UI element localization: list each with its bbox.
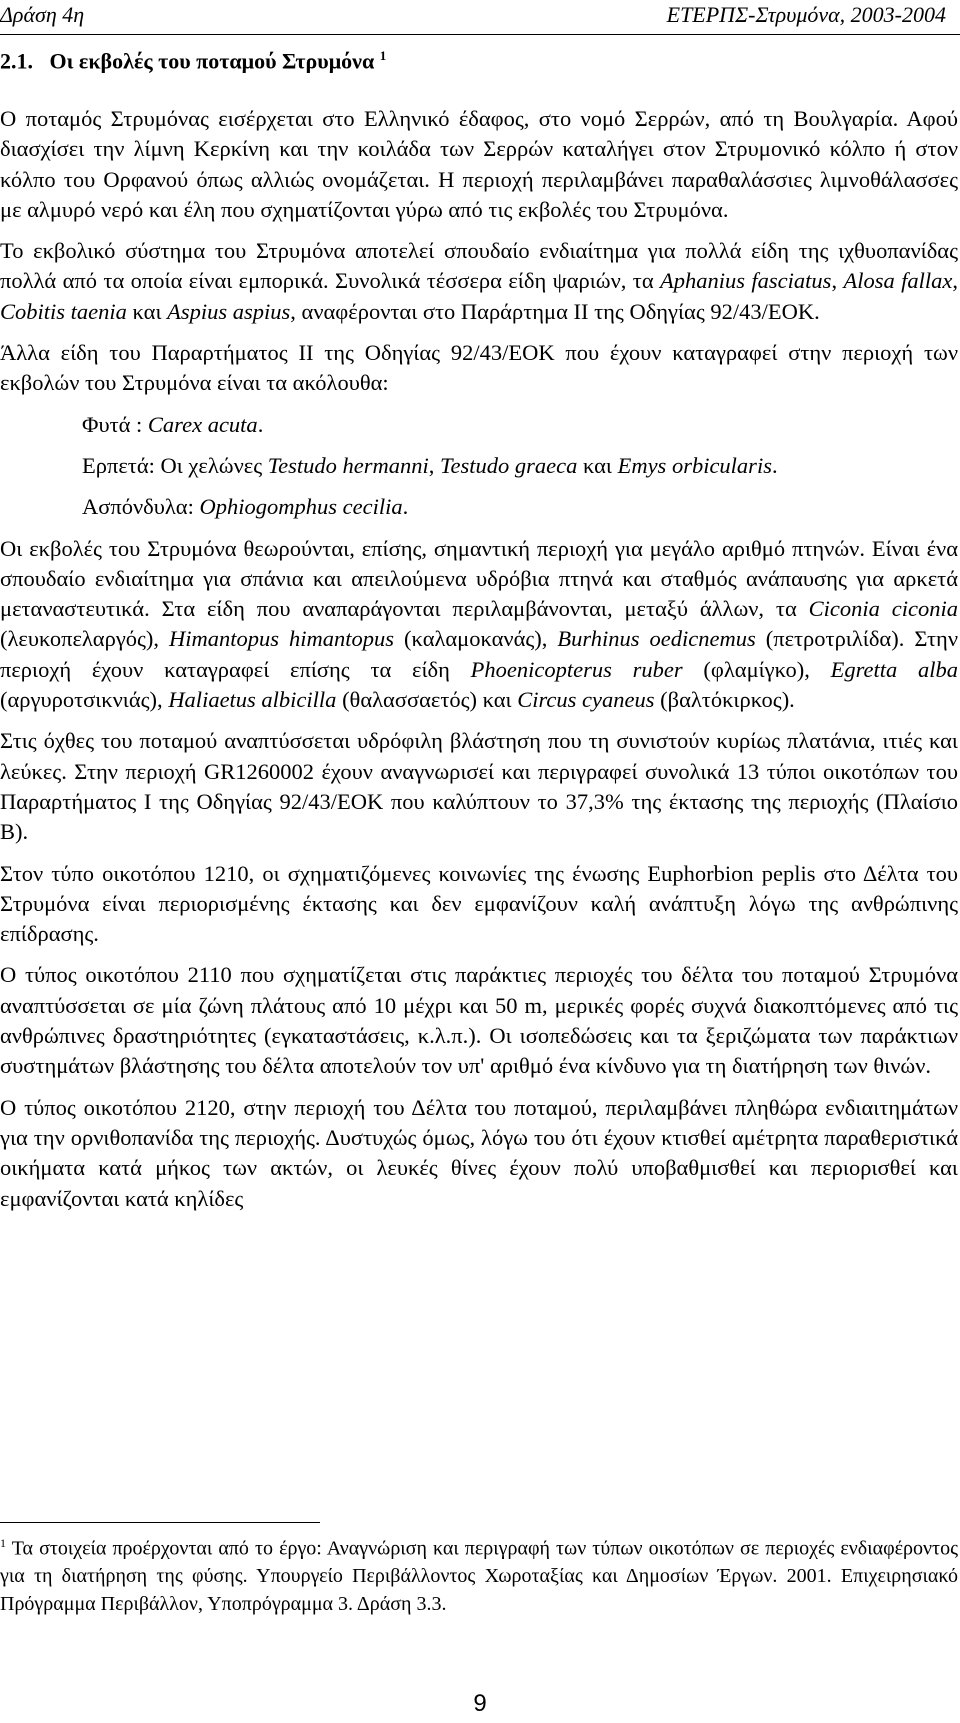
paragraph-2: Το εκβολικό σύστημα του Στρυμόνα αποτελεί σπουδαίο ενδιαίτημα για πολλά είδη της ιχθυοπανίδας πολλά από τα οποία είναι εμπορικά. Συνολικά τέσσερα είδη ψαριών, τα Aphanius fasciatus, Alosa fallax, Cobitis taenia και Aspius aspius, αναφέρονται στο Παράρτημα ΙΙ της Οδηγίας 92/43/ΕΟΚ. bbox=[0, 238, 958, 324]
section-number: 2.1. bbox=[0, 48, 33, 74]
paragraph-4: Οι εκβολές του Στρυμόνα θεωρούνται, επίσης, σημαντική περιοχή για μεγάλο αριθμό πτηνών. Είναι ένα σπουδαίο ενδιαίτημα για σπάνια και απειλούμενα υδρόβια πτηνά και σταθμός ανάπαυσης για αρκετά μεταναστευτικά. Στα είδη που αναπαράγονται περιλαμβάνονται, μεταξύ άλλων, τα Ciconia ciconia (λευκοπελαργός), Himantopus himantopus (καλαμοκανάς), Burhinus oedicnemus (πετροτριλίδα). Στην περιοχή έχουν καταγραφεί επίσης τα είδη Phoenicopterus ruber (φλαμίγκο), Egretta alba (αργυροτσικνιάς), Haliaetus albicilla (θαλασσαετός) και Circus cyaneus (βαλτόκιρκος). bbox=[0, 535, 958, 713]
species-name: Testudo hermanni bbox=[267, 452, 429, 478]
species-name: Carex acuta bbox=[147, 411, 258, 437]
paragraph-6: Στον τύπο οικοτόπου 1210, οι σχηματιζόμενες κοινωνίες της ένωσης Euphorbion peplis στο Δέλτα του Στρυμόνα είναι περιορισμένης έκτασης και δεν εμφανίζουν καλή ανάπτυξη λόγω της ανθρώπινης επίδρασης. bbox=[0, 860, 958, 947]
species-name: Ophiogomphus cecilia bbox=[199, 494, 403, 520]
species-name: Ciconia ciconia bbox=[808, 596, 958, 622]
species-name: Aspius aspius bbox=[167, 298, 291, 324]
species-name: Aphanius fasciatus bbox=[660, 268, 832, 294]
paragraph-3: Άλλα είδη του Παραρτήματος ΙΙ της Οδηγίας 92/43/ΕΟΚ που έχουν καταγραφεί στην περιοχή των εκβολών του Στρυμόνα είναι τα ακόλουθα: bbox=[0, 340, 958, 396]
page-number: 9 bbox=[473, 1690, 487, 1717]
species-name: Phoenicopterus ruber bbox=[470, 656, 683, 682]
section-title: Οι εκβολές του ποταμού Στρυμόνα bbox=[49, 48, 375, 74]
footnote-text: Τα στοιχεία προέρχονται από το έργο: Αναγνώριση και περιγραφή των τύπων οικοτόπων σε περιοχές ενδιαφέροντος για τη διατήρηση της φύσης. Υπουργείο Περιβάλλοντος Χωροταξίας και Δημοσίων Έργων. 2001. Επιχειρησιακό Πρόγραμμα Περιβάλλον, Υποπρόγραμμα 3. Δράση 3.3. bbox=[0, 1537, 958, 1615]
header-right: ΕΤΕΡΠΣ-Στρυμόνα, 2003-2004 bbox=[666, 2, 946, 27]
section-heading bbox=[0, 48, 386, 74]
species-name: Egretta alba bbox=[830, 656, 958, 682]
paragraph-5: Στις όχθες του ποταμού αναπτύσσεται υδρόφιλη βλάστηση που τη συνιστούν κυρίως πλατάνια, ιτιές και λεύκες. Στην περιοχή GR1260002 έχουν αναγνωρισεί και περιγραφεί συνολικά 13 τύποι οικοτόπων του Παραρτήματος Ι της Οδηγίας 92/43/ΕΟΚ που καλύπτουν το 37,3% της έκτασης της περιοχής (Πλαίσιο Β). bbox=[0, 728, 958, 845]
species-name: Testudo graeca bbox=[440, 452, 578, 478]
footnote-reference[interactable]: 1 bbox=[379, 48, 387, 63]
list-item-plants: Φυτά : Carex acuta. bbox=[82, 411, 264, 437]
footnote-number: 1 bbox=[0, 1536, 6, 1550]
footnote-divider bbox=[0, 1522, 320, 1523]
paragraph-8: Ο τύπος οικοτόπου 2120, στην περιοχή του Δέλτα του ποταμού, περιλαμβάνει πληθώρα ενδιαιτημάτων για την ορνιθοπανίδα της περιοχής. Δυστυχώς όμως, λόγω του ότι έχουν κτισθεί αμέτρητα παραθεριστικά οικήματα κατά μήκος των ακτών, οι λευκές θίνες έχουν πολύ υποβαθμισθεί και περιορισθεί και εμφανίζονται κατά κηλίδες bbox=[0, 1094, 958, 1211]
species-name: Circus cyaneus bbox=[517, 687, 655, 713]
header-left: Δράση 4η bbox=[0, 2, 85, 27]
paragraph-1: Ο ποταμός Στρυμόνας εισέρχεται στο Ελληνικό έδαφος, στο νομό Σερρών, από τη Βουλγαρία. Αφού διασχίσει την λίμνη Κερκίνη και την κοιλάδα των Σερρών καταλήγει στον Στρυμονικό κόλπο ή στον κόλπο του Ορφανού όπως αλλιώς ονομάζεται. Η περιοχή περιλαμβάνει παραθαλάσσιες λιμνοθάλασσες με αλμυρό νερό και έλη που σχηματίζονται γύρω από τις εκβολές του Στρυμόνα. bbox=[0, 106, 958, 222]
species-name: Emys orbicularis bbox=[617, 452, 772, 478]
species-name: Burhinus oedicnemus bbox=[557, 626, 756, 652]
list-item-reptiles: Ερπετά: Οι χελώνες Testudo hermanni, Testudo graeca και Emys orbicularis. bbox=[82, 452, 778, 478]
species-name: Alosa fallax bbox=[843, 268, 953, 294]
species-name: Himantopus himantopus bbox=[169, 626, 395, 652]
page-header bbox=[0, 0, 960, 35]
list-item-invertebrates: Ασπόνδυλα: Ophiogomphus cecilia. bbox=[82, 494, 409, 520]
species-name: Cobitis taenia bbox=[0, 298, 127, 324]
species-name: Haliaetus albicilla bbox=[168, 687, 337, 713]
body-text bbox=[0, 104, 958, 1225]
footnote bbox=[0, 1530, 958, 1618]
paragraph-7: Ο τύπος οικοτόπου 2110 που σχηματίζεται στις παράκτιες περιοχές του δέλτα του ποταμού Στρυμόνα αναπτύσσεται σε μία ζώνη πλάτους από 10 μέχρι και 50 m, μερικές φορές συχνά διακοπτόμενες από τις ανθρώπινες δραστηριότητες (εγκαταστάσεις, κ.λ.π.). Οι ισοπεδώσεις και τα ξεριζώματα των παράκτιων συστημάτων βλάστησης του δέλτα αποτελούν τον υπ' αριθμό ένα κίνδυνο για τη διατήρηση των θινών. bbox=[0, 962, 958, 1079]
